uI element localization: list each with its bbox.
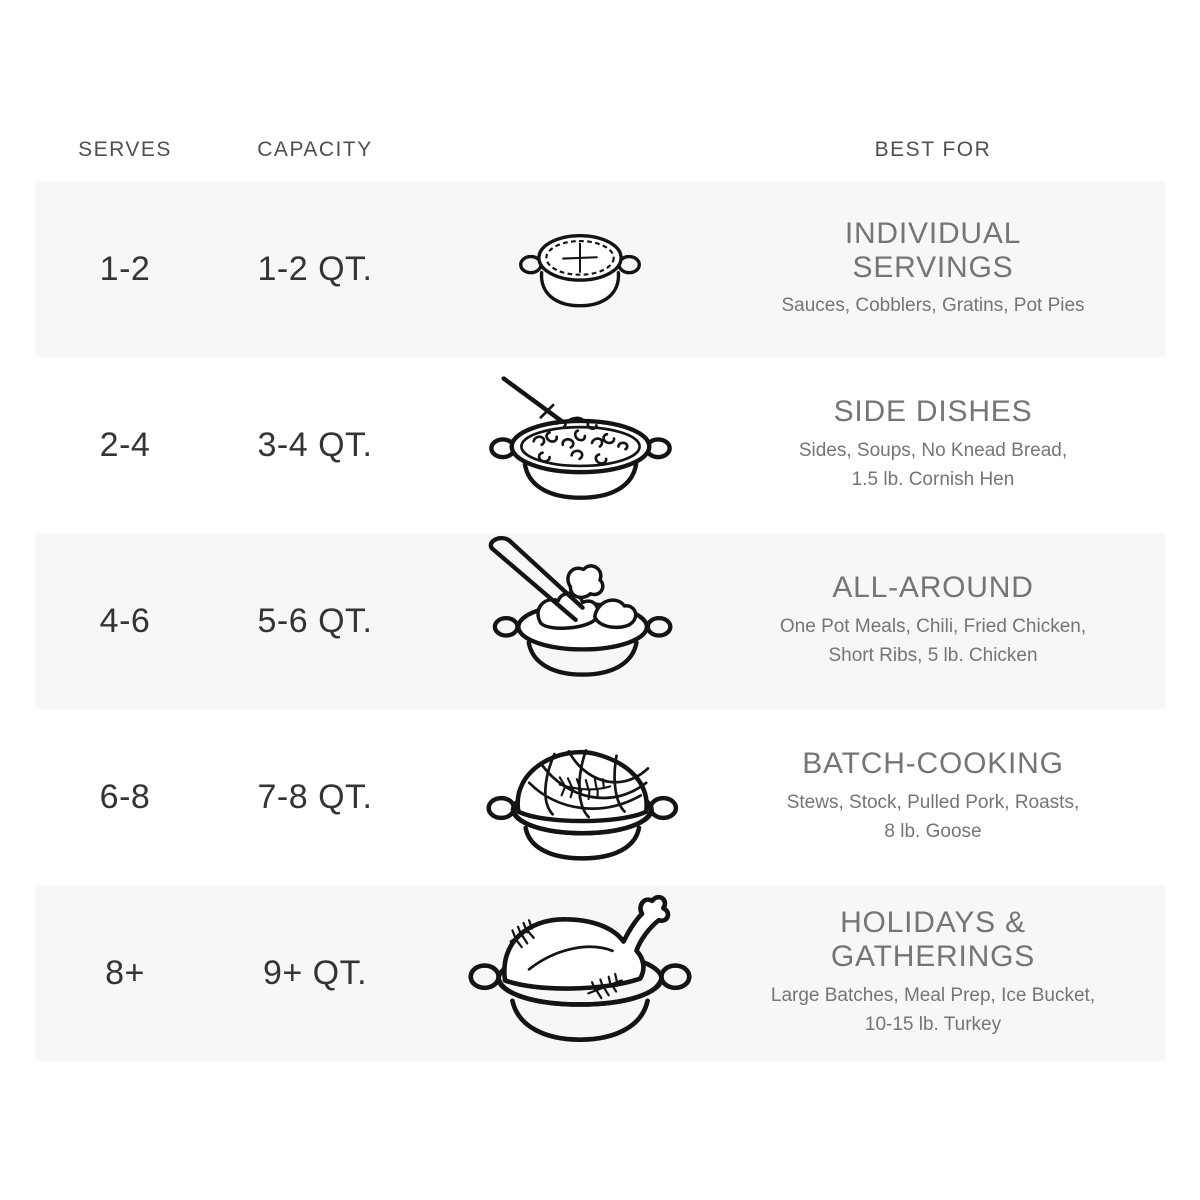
best-for-detail: One Pot Meals, Chili, Fried Chicken, Short Ribs, 5 lb. Chicken [779, 615, 1087, 667]
best-for-column-header: BEST FOR [874, 137, 992, 161]
best-for-title: HOLIDAYS & [840, 906, 1026, 940]
capacity-value: 5-6 QT. [257, 601, 373, 640]
best-for-title: GATHERINGS [830, 940, 1036, 974]
capacity-value: 9+ QT. [262, 953, 368, 992]
best-for-cell [745, 747, 1166, 846]
serves-column-header: SERVES [78, 137, 172, 161]
best-for-title: BATCH-COOKING [802, 747, 1064, 781]
table-row [35, 533, 1166, 709]
best-for-detail: Sides, Soups, No Knead Bread, 1.5 lb. Cornish Hen [798, 439, 1068, 491]
best-for-title: INDIVIDUAL [844, 217, 1022, 251]
pot-with-roast-icon [477, 727, 684, 862]
table-row [35, 357, 1166, 533]
table-header-row [35, 118, 1166, 181]
serves-value: 6-8 [99, 777, 151, 816]
table-row [35, 885, 1166, 1061]
pot-with-turkey-icon [464, 886, 696, 1048]
best-for-title: SERVINGS [852, 250, 1014, 284]
capacity-value: 7-8 QT. [257, 777, 373, 816]
best-for-detail: Large Batches, Meal Prep, Ice Bucket, 10-15 lb. Turkey [770, 984, 1096, 1036]
best-for-cell [745, 395, 1166, 494]
serves-value: 2-4 [99, 425, 151, 464]
table-row [35, 181, 1166, 357]
pot-with-spoon-icon [479, 367, 682, 504]
best-for-cell [745, 217, 1166, 321]
best-for-cell [745, 906, 1166, 1039]
capacity-value: 3-4 QT. [257, 425, 373, 464]
serves-value: 1-2 [99, 249, 151, 288]
table-row [35, 709, 1166, 885]
best-for-detail: Stews, Stock, Pulled Pork, Roasts, 8 lb. Goose [786, 791, 1080, 843]
serves-value: 4-6 [99, 601, 151, 640]
best-for-title: ALL-AROUND [832, 571, 1034, 605]
best-for-title: SIDE DISHES [833, 395, 1033, 429]
capacity-column-header: CAPACITY [257, 137, 373, 161]
pot-with-tongs-icon [480, 533, 680, 685]
best-for-detail: Sauces, Cobblers, Gratins, Pot Pies [781, 295, 1085, 317]
serves-value: 8+ [105, 953, 145, 992]
capacity-value: 1-2 QT. [257, 249, 373, 288]
best-for-cell [745, 571, 1166, 670]
pot-pie-cocotte-icon [516, 220, 644, 318]
